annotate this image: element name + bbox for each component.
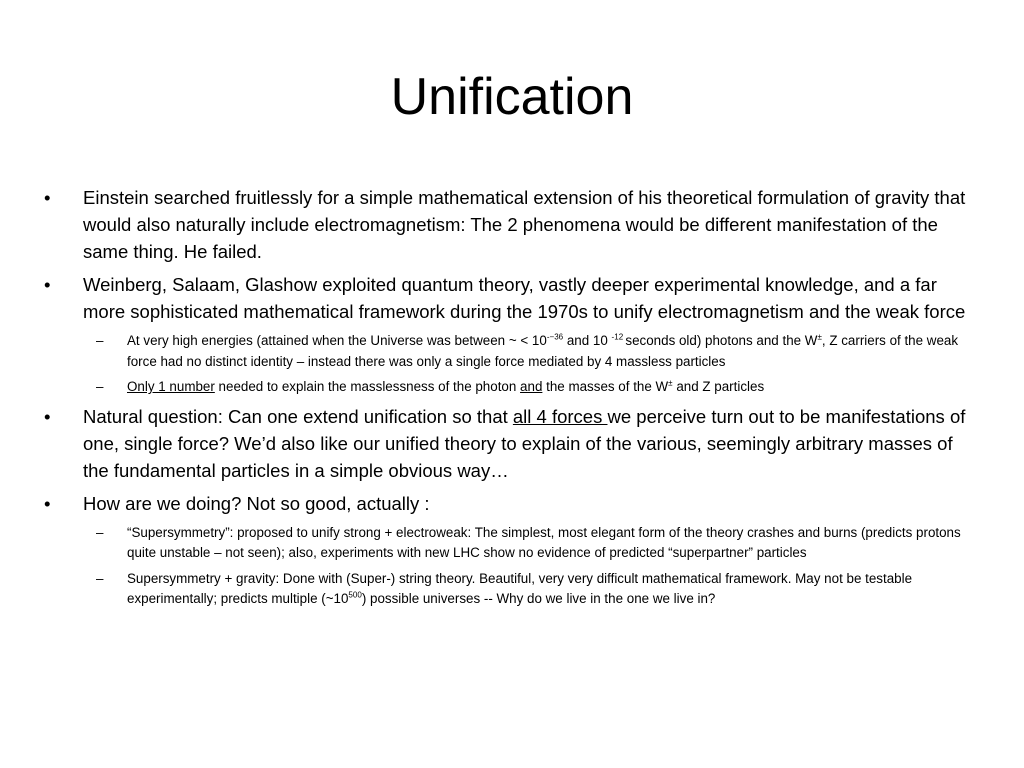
subbullet-text [127,331,970,372]
superscript: -12 [611,332,626,342]
underlined-text: and [520,379,543,394]
slide-content [40,184,970,615]
superscript: ± [817,332,822,342]
text-run: , Z carriers of the weak force had no distinct identity – instead there was only a single force mediated by 4 massless particles [127,333,959,369]
subbullet-supersymmetry [96,523,970,564]
subbullet-text [127,377,970,398]
subbullet-text [127,569,970,610]
superscript: -−36 [546,332,564,342]
bullet-text: Weinberg, Salaam, Glashow exploited quantum theory, vastly deeper experimental knowledge, and a far more sophisticated mathematical framework during the 1970s to unify electromagnetism and the weak force [83,274,966,322]
slide-title: Unification [390,68,634,126]
bullet-marker: • [44,405,51,427]
bullet-marker: • [44,492,51,514]
text-run: Supersymmetry + gravity: Done with (Super-) string theory. Beautiful, very very difficult mathematical framework. May not be testable experimentally; predicts multiple (~10 [127,570,913,606]
text-run: At very high energies (attained when the Universe was between ~ < 10 [127,333,547,348]
bullet-marker: • [44,187,51,208]
text-run: seconds old) photons and the W [625,333,818,348]
bullet-weinberg [40,271,970,325]
underlined-text: all 4 forces [512,405,608,427]
text-run: ) possible universes -- Why do we live in the one we live in? [361,591,716,606]
bullet-text [83,403,970,484]
text-run: and 10 [563,333,612,348]
bullet-text: Einstein searched fruitlessly for a simple mathematical extension of his theoretical formulation of gravity that would also naturally include electromagnetism: The 2 phenomena would be different manifestation of the same thing. He failed. [83,187,966,262]
text-run: the masses of the W [542,379,669,394]
bullet-natural-question [40,403,970,484]
subbullet-supersymmetry-gravity [96,569,970,610]
bullet-how-are-we-doing [40,490,970,517]
text-run: Natural question: Can one extend unification so that [83,405,513,427]
bullet-marker: • [44,274,51,295]
text-run: needed to explain the masslessness of the photon [214,379,521,394]
subbullet-marker: – [96,379,104,394]
bullet-text: How are we doing? Not so good, actually : [83,492,430,514]
subbullet-marker: – [96,524,104,540]
text-run: we perceive turn out to be manifestations of one, single force? We’d also like our unified theory to explain of the various, seemingly arbitrary masses of the fundamental particles in a simple obvious way… [83,405,966,481]
subbullet-text: “Supersymmetry”: proposed to unify strong + electroweak: The simplest, most elegant form of the theory crashes and burns (predicts protons quite unstable – not seen); also, experiments with new LHC show no evidence of predicted “superpartner” particles [127,524,961,560]
subbullet-marker: – [96,333,104,348]
subbullet-one-number [96,377,970,398]
superscript: 500 [348,590,362,600]
subbullet-high-energies [96,331,970,372]
underlined-text: Only 1 number [127,379,215,394]
bullet-einstein [40,184,970,265]
text-run: and Z particles [672,379,765,394]
superscript: ± [668,378,673,388]
subbullet-marker: – [96,570,104,586]
